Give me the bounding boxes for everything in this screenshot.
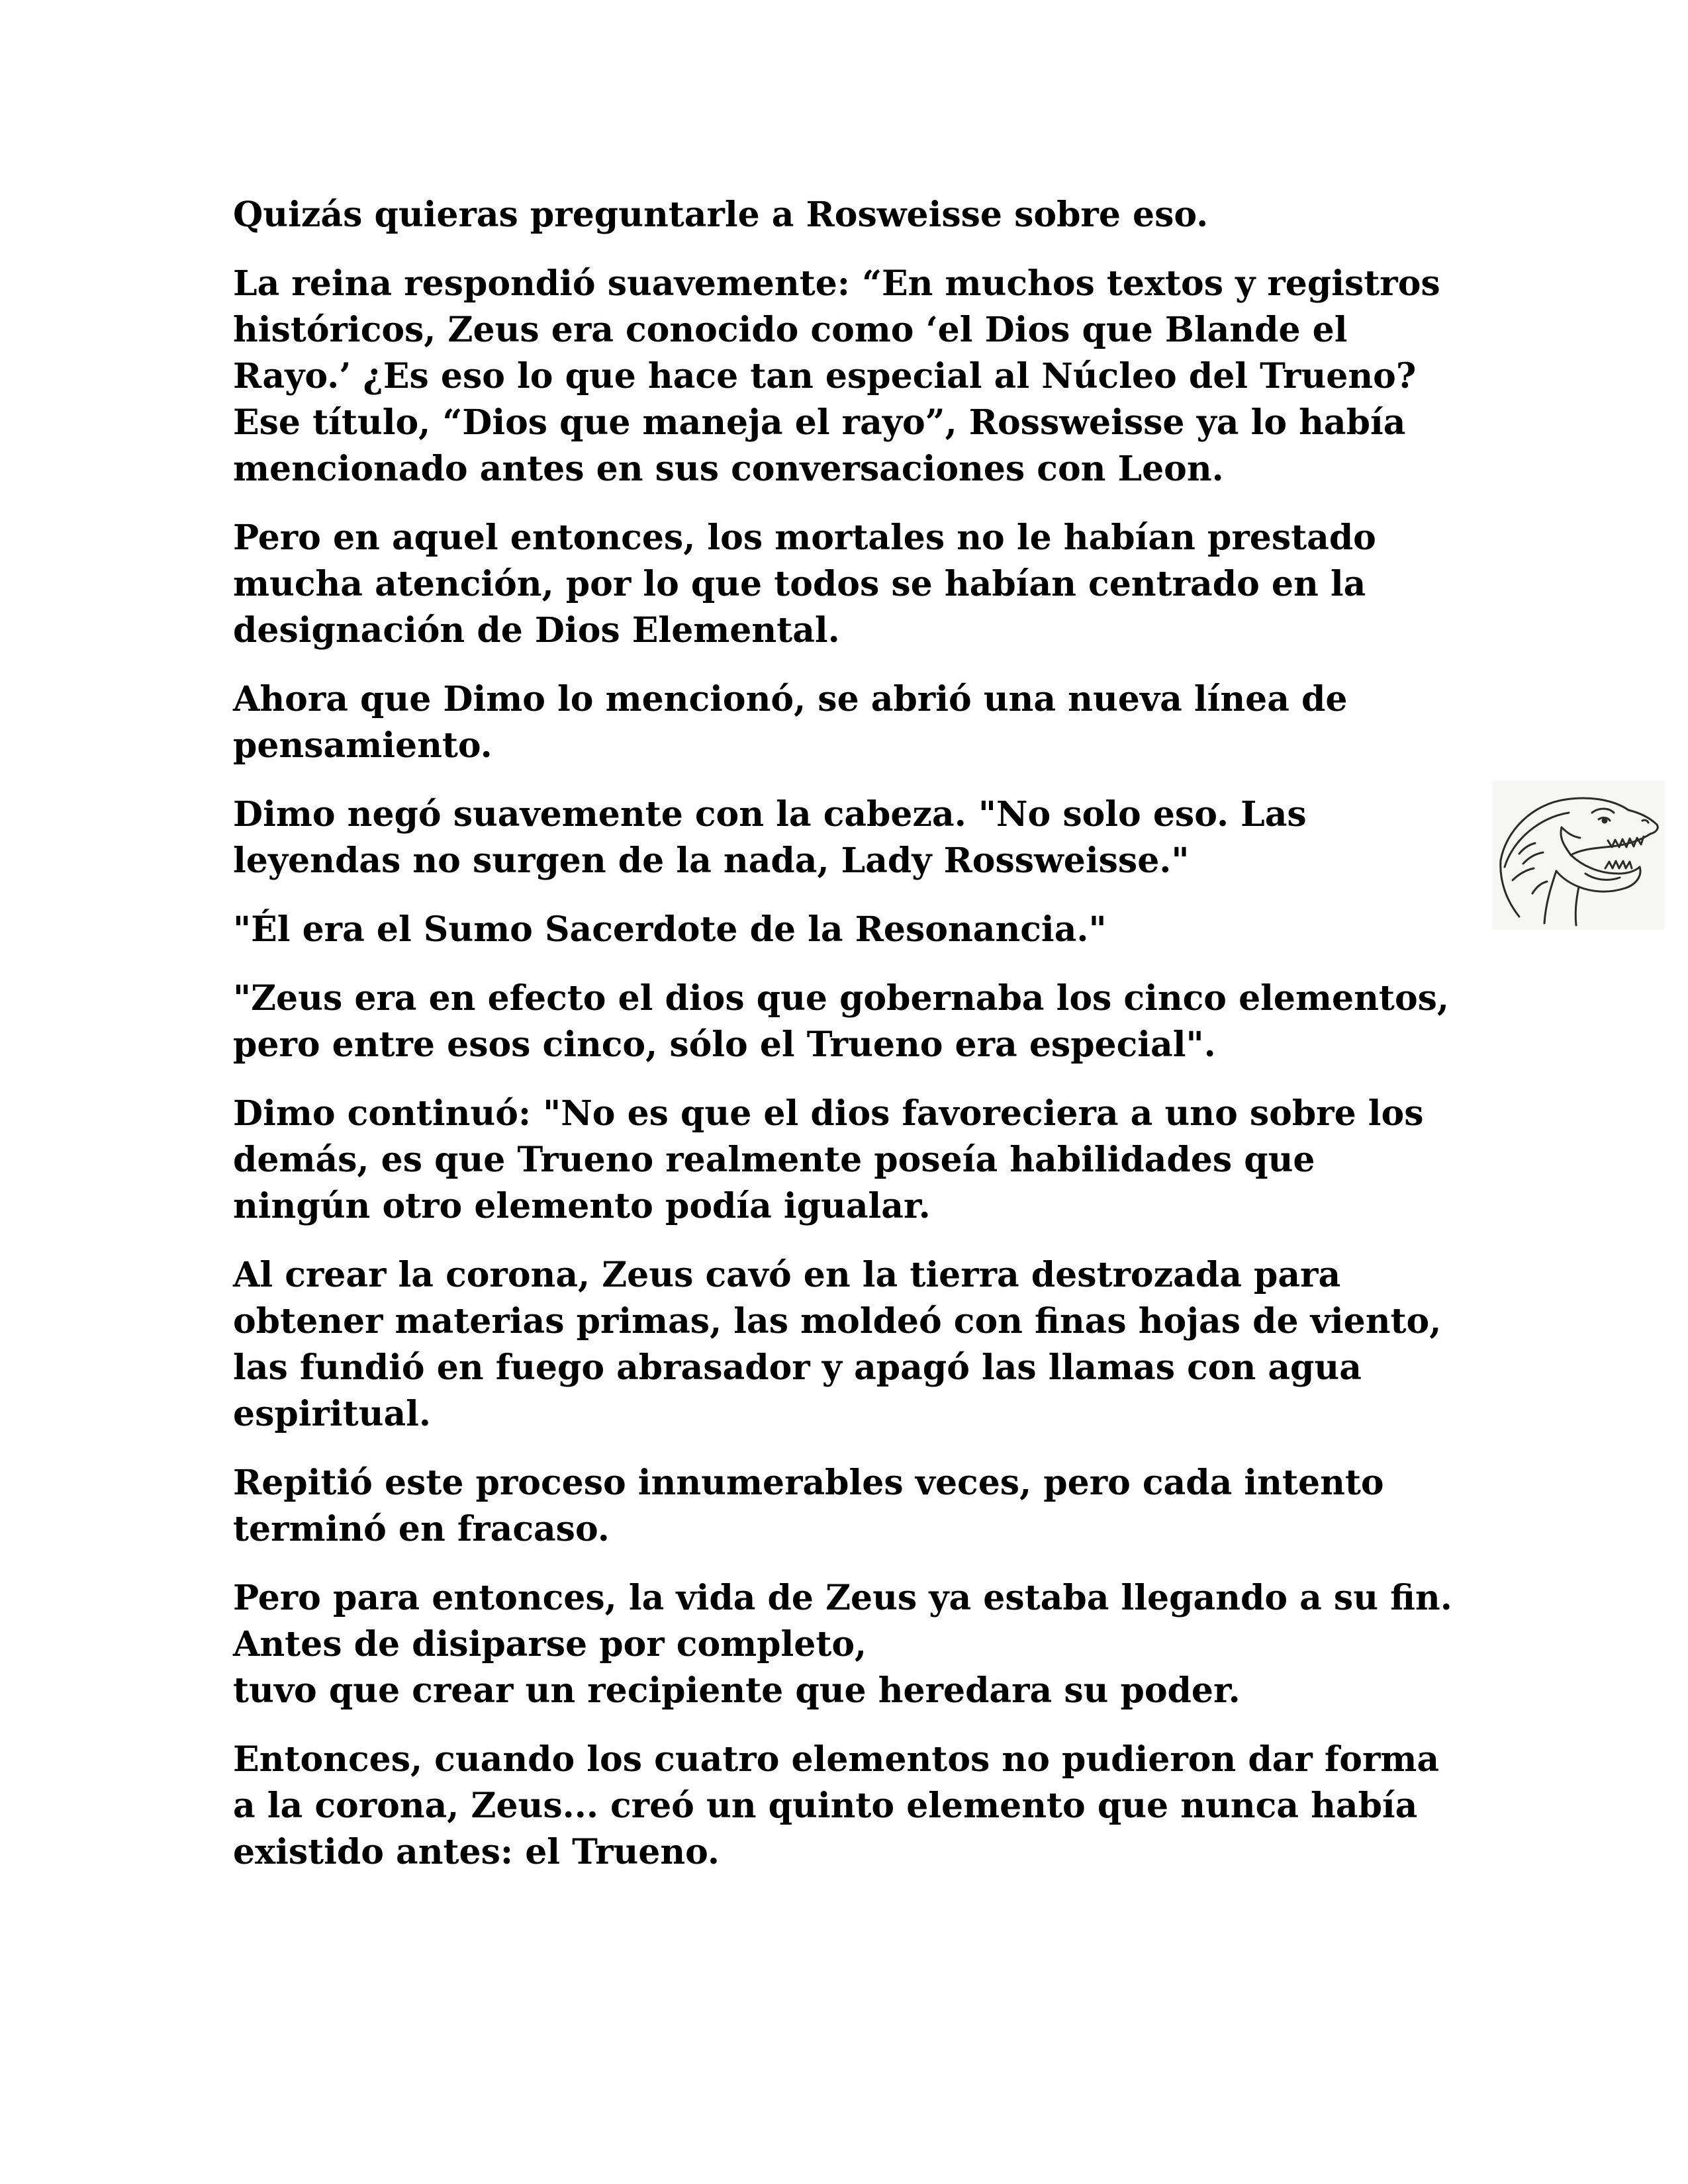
paragraph [233, 515, 1491, 654]
text-line: Pero para entonces, la vida de Zeus ya estaba llegando a su fin. [233, 1578, 1452, 1618]
text-line: tuvo que crear un recipiente que heredara su poder. [233, 1670, 1241, 1711]
text-line: designación de Dios Elemental. [233, 610, 840, 651]
document-body [233, 192, 1491, 1898]
text-line: "Zeus era en efecto el dios que gobernaba los cinco elementos, [233, 978, 1450, 1019]
text-line: Dimo continuó: "No es que el dios favoreciera a uno sobre los [233, 1093, 1424, 1134]
text-line: terminó en fracaso. [233, 1509, 610, 1549]
text-line: pero entre esos cinco, sólo el Trueno era especial". [233, 1024, 1216, 1065]
paragraph [233, 261, 1491, 492]
text-line: mucha atención, por lo que todos se habían centrado en la [233, 564, 1366, 604]
text-line: mencionado antes en sus conversaciones con Leon. [233, 449, 1224, 489]
text-line: existido antes: el Trueno. [233, 1832, 720, 1872]
paragraph [233, 1737, 1491, 1876]
text-line: "Él era el Sumo Sacerdote de la Resonancia." [233, 909, 1107, 950]
text-line: pensamiento. [233, 725, 492, 766]
text-line: Quizás quieras preguntarle a Rosweisse sobre eso. [233, 195, 1209, 235]
paragraph [233, 1460, 1491, 1553]
text-line: demás, es que Trueno realmente poseía habilidades que [233, 1140, 1315, 1180]
text-line: espiritual. [233, 1394, 431, 1434]
text-line: históricos, Zeus era conocido como ‘el Dios que Blande el [233, 310, 1348, 350]
text-line: Rayo.’ ¿Es eso lo que hace tan especial al Núcleo del Trueno? [233, 356, 1417, 396]
text-line: Dimo negó suavemente con la cabeza. "No solo eso. Las [233, 794, 1307, 835]
text-line: Antes de disiparse por completo, [233, 1624, 867, 1664]
text-line: Pero en aquel entonces, los mortales no le habían prestado [233, 518, 1376, 558]
paragraph [233, 976, 1491, 1068]
text-line: ningún otro elemento podía igualar. [233, 1186, 931, 1226]
text-line: obtener materias primas, las moldeó con finas hojas de viento, [233, 1301, 1442, 1342]
dinosaur-head-sketch-icon [1493, 781, 1665, 930]
text-line: las fundió en fuego abrasador y apagó las llamas con agua [233, 1347, 1362, 1388]
text-line: Ese título, “Dios que maneja el rayo”, Rossweisse ya lo había [233, 402, 1406, 443]
text-line: a la corona, Zeus... creó un quinto elemento que nunca había [233, 1786, 1418, 1826]
paragraph [233, 192, 1491, 238]
paragraph [233, 792, 1491, 884]
text-line: leyendas no surgen de la nada, Lady Rossweisse." [233, 841, 1190, 881]
text-line: Repitió este proceso innumerables veces, pero cada intento [233, 1463, 1384, 1503]
paragraph [233, 676, 1491, 769]
text-line: Al crear la corona, Zeus cavó en la tierra destrozada para [233, 1255, 1341, 1295]
paragraph [233, 1575, 1491, 1714]
text-line: Entonces, cuando los cuatro elementos no pudieron dar forma [233, 1739, 1440, 1780]
paragraph [233, 1252, 1491, 1437]
text-line: La reina respondió suavemente: “En muchos textos y registros [233, 263, 1440, 304]
text-line: Ahora que Dimo lo mencionó, se abrió una nueva línea de [233, 679, 1348, 719]
paragraph [233, 907, 1491, 953]
paragraph [233, 1091, 1491, 1230]
